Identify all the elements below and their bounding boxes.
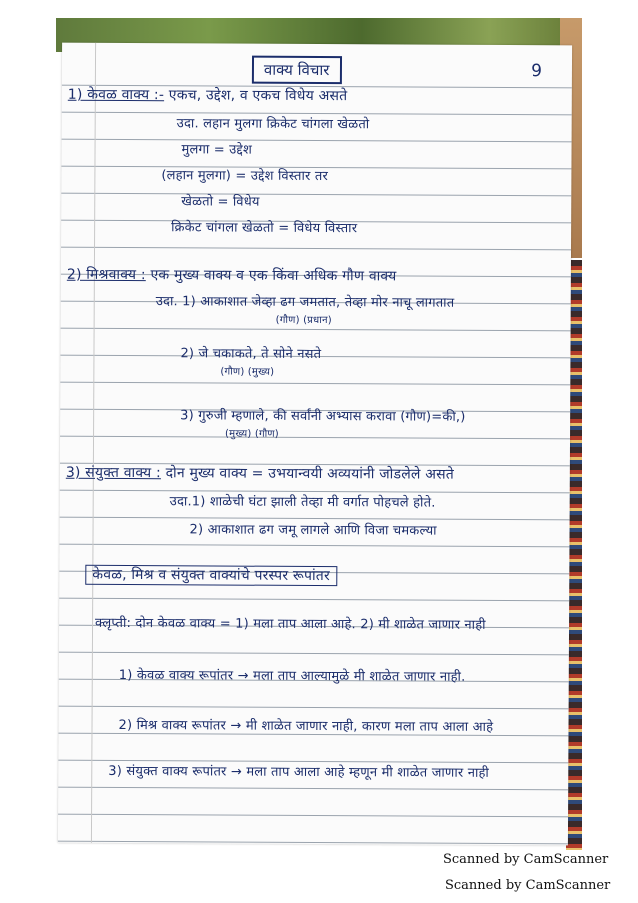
- mishra-heading: 2) मिश्रवाक्य :: [66, 266, 146, 284]
- samyukta-definition: दोन मुख्य वाक्य = उभयान्वयी अव्ययांनी जोडलेले असते: [165, 465, 455, 483]
- camscanner-watermark-1: Scanned by CamScanner: [443, 852, 609, 867]
- samyukta-example-2: 2) आकाशात ढग जमू लागले आणि विजा चमकल्या: [189, 522, 437, 539]
- kevala-heading: 1) केवळ वाक्य :-: [67, 86, 165, 104]
- mishra-example-2-tags: (गौण) (मुख्य): [220, 366, 275, 378]
- rupantar-kevala: 1) केवळ वाक्य रूपांतर → मला ताप आल्यामुळे मी शाळेत जाणार नाही.: [118, 667, 466, 685]
- samyukta-example-1: उदा.1) शाळेची घंटा झाली तेव्हा मी वर्गात पोहचले होते.: [169, 494, 436, 511]
- mishra-definition: एक मुख्य वाक्य व एक किंवा अधिक गौण वाक्य: [150, 267, 397, 285]
- rupantar-clue: क्लृप्ती: दोन केवळ वाक्य = 1) मला ताप आला आहे. 2) मी शाळेत जाणार नाही: [95, 615, 486, 633]
- kevala-line-1: मुलगा = उद्देश: [181, 142, 253, 158]
- kevala-definition: एकच, उद्देश, व एकच विधेय असते: [168, 87, 348, 105]
- rupantar-samyukta: 3) संयुक्त वाक्य रूपांतर → मला ताप आला आहे म्हणून मी शाळेत जाणार नाही: [108, 763, 490, 781]
- mishra-example-2: 2) जे चकाकते, ते सोने नसते: [180, 346, 322, 363]
- mishra-example-1-tags: (गौण) (प्रधान): [275, 314, 332, 327]
- mishra-example-3-tags: (मुख्य) (गौण): [225, 428, 279, 440]
- mishra-example-3: 3) गुरुजी म्हणाले, की सर्वांनी अभ्यास करावा (गौण)=की,): [180, 408, 466, 425]
- rupantar-mishra: 2) मिश्र वाक्य रूपांतर → मी शाळेत जाणार नाही, कारण मला ताप आला आहे: [118, 717, 494, 735]
- kevala-line-3: खेळतो = विधेय: [181, 194, 260, 210]
- camscanner-watermark-2: Scanned by CamScanner: [445, 878, 611, 893]
- kevala-section: [68, 85, 348, 105]
- samyukta-heading: 3) संयुक्त वाक्य :: [65, 464, 162, 482]
- rupantar-heading: [85, 565, 337, 585]
- samyukta-section: [66, 463, 454, 484]
- kevala-line-4: क्रिकेट चांगला खेळतो = विधेय विस्तार: [171, 220, 358, 237]
- mishra-example-1: उदा. 1) आकाशात जेव्हा ढग जमतात, तेव्हा मोर नाचू लागतात: [155, 294, 455, 311]
- kevala-example: उदा. लहान मुलगा क्रिकेट चांगला खेळतो: [176, 116, 370, 133]
- rupantar-heading-text: केवळ, मिश्र व संयुक्त वाक्यांचे परस्पर रूपांतर: [85, 565, 337, 586]
- kevala-line-2: (लहान मुलगा) = उद्देश विस्तार तर: [161, 168, 329, 185]
- margin-line: [91, 43, 96, 843]
- notebook-page: [58, 43, 572, 846]
- mishra-section: [67, 265, 397, 286]
- page-number: 9: [531, 61, 543, 82]
- page-title: वाक्य विचार: [252, 56, 342, 84]
